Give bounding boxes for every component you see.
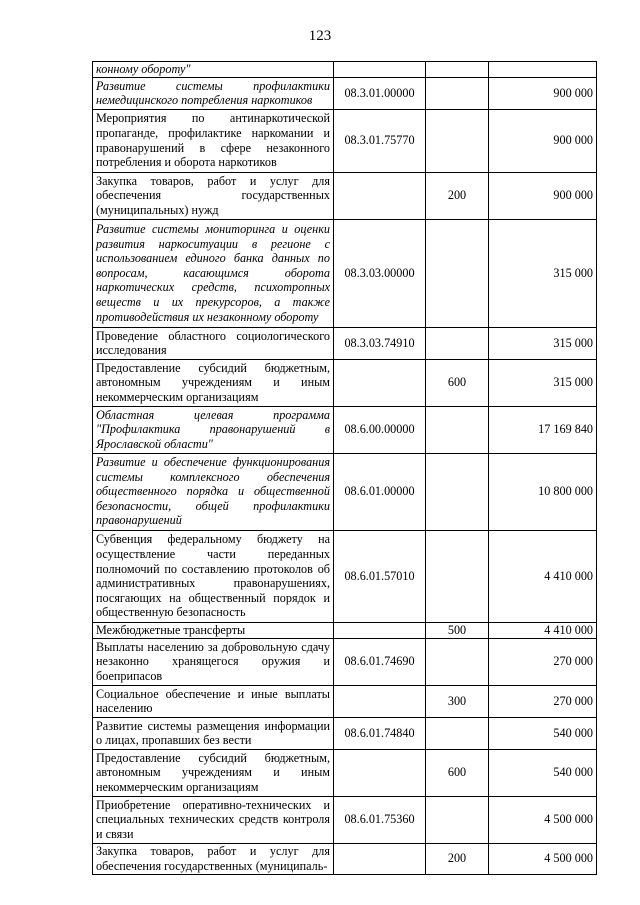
row-expense-type-cell xyxy=(426,219,489,327)
row-code-cell xyxy=(334,172,426,219)
page-number: 123 xyxy=(308,28,332,44)
row-expense-type-cell xyxy=(426,453,489,530)
table-row xyxy=(93,172,597,219)
row-name-cell: Социальное обеспечение и иные выплаты населению xyxy=(93,685,334,717)
table-row xyxy=(93,749,597,796)
row-amount-cell: 270 000 xyxy=(489,638,597,685)
row-name-cell: Закупка товаров, работ и услуг для обеспечения государственных (муниципальных) нужд xyxy=(93,172,334,219)
row-amount-cell: 315 000 xyxy=(489,219,597,327)
table-row xyxy=(93,530,597,622)
row-amount-cell xyxy=(489,62,597,78)
row-expense-type-cell xyxy=(426,77,489,109)
row-amount-cell: 10 800 000 xyxy=(489,453,597,530)
row-code-cell: 08.3.03.74910 xyxy=(334,327,426,359)
table-row xyxy=(93,717,597,749)
row-name-cell: Развитие системы мониторинга и оценки развития наркоситуации в регионе с использованием единого банка данных по вопросам, касающимся оборота наркотических средств, психотропных веществ и их прекурсоров, а также противодействия их незаконному обороту xyxy=(93,219,334,327)
row-name-cell: Развитие системы размещения информации о лицах, пропавших без вести xyxy=(93,717,334,749)
row-expense-type-cell xyxy=(426,796,489,843)
row-expense-type-cell xyxy=(426,406,489,453)
row-name-cell: Закупка товаров, работ и услуг для обеспечения государственных (муниципаль- xyxy=(93,843,334,874)
row-expense-type-cell: 600 xyxy=(426,749,489,796)
row-name-cell: Предоставление субсидий бюджетным, автономным учреждениям и иным некоммерческим организациям xyxy=(93,749,334,796)
row-amount-cell: 4 410 000 xyxy=(489,622,597,638)
row-amount-cell: 900 000 xyxy=(489,172,597,219)
table-row xyxy=(93,796,597,843)
row-amount-cell: 270 000 xyxy=(489,685,597,717)
row-expense-type-cell: 200 xyxy=(426,843,489,874)
row-name-cell: Областная целевая программа "Профилактика правонарушений в Ярославской области" xyxy=(93,406,334,453)
row-code-cell: 08.6.00.00000 xyxy=(334,406,426,453)
row-amount-cell: 4 500 000 xyxy=(489,843,597,874)
row-amount-cell: 4 410 000 xyxy=(489,530,597,622)
row-name-cell: Проведение областного социологического исследования xyxy=(93,327,334,359)
row-name-cell: Развитие системы профилактики немедицинского потребления наркотиков xyxy=(93,77,334,109)
table-row xyxy=(93,359,597,406)
row-amount-cell: 315 000 xyxy=(489,359,597,406)
row-code-cell: 08.3.01.75770 xyxy=(334,109,426,172)
row-name-cell: Субвенция федеральному бюджету на осуществление части переданных полномочий по составлению протоколов об административных правонарушениях, посягающих на общественный порядок и общественную безопасность xyxy=(93,530,334,622)
row-amount-cell: 900 000 xyxy=(489,109,597,172)
row-code-cell xyxy=(334,62,426,78)
row-expense-type-cell: 500 xyxy=(426,622,489,638)
table-row xyxy=(93,219,597,327)
row-amount-cell: 4 500 000 xyxy=(489,796,597,843)
table-row xyxy=(93,62,597,78)
row-name-cell: Приобретение оперативно-технических и специальных технических средств контроля и связи xyxy=(93,796,334,843)
table-row xyxy=(93,453,597,530)
row-expense-type-cell xyxy=(426,530,489,622)
table-row xyxy=(93,622,597,638)
table-row xyxy=(93,843,597,874)
row-code-cell: 08.6.01.74690 xyxy=(334,638,426,685)
row-expense-type-cell xyxy=(426,109,489,172)
row-code-cell xyxy=(334,359,426,406)
row-amount-cell: 17 169 840 xyxy=(489,406,597,453)
budget-table xyxy=(92,61,597,875)
row-name-cell: конному обороту" xyxy=(93,62,334,78)
table-row xyxy=(93,638,597,685)
row-code-cell xyxy=(334,685,426,717)
table-row xyxy=(93,685,597,717)
row-code-cell xyxy=(334,749,426,796)
row-expense-type-cell xyxy=(426,327,489,359)
row-expense-type-cell: 200 xyxy=(426,172,489,219)
row-code-cell: 08.6.01.75360 xyxy=(334,796,426,843)
row-name-cell: Предоставление субсидий бюджетным, автономным учреждениям и иным некоммерческим организациям xyxy=(93,359,334,406)
row-expense-type-cell xyxy=(426,62,489,78)
row-name-cell: Мероприятия по антинаркотической пропаганде, профилактике наркомании и правонарушений в сфере незаконного потребления и оборота наркотиков xyxy=(93,109,334,172)
row-amount-cell: 540 000 xyxy=(489,749,597,796)
table-row xyxy=(93,109,597,172)
row-amount-cell: 540 000 xyxy=(489,717,597,749)
row-expense-type-cell xyxy=(426,638,489,685)
row-name-cell: Развитие и обеспечение функционирования системы комплексного обеспечения общественного порядка и общественной безопасности, общей профилактики правонарушений xyxy=(93,453,334,530)
table-row xyxy=(93,406,597,453)
row-code-cell: 08.6.01.00000 xyxy=(334,453,426,530)
row-expense-type-cell xyxy=(426,717,489,749)
row-code-cell xyxy=(334,843,426,874)
row-amount-cell: 900 000 xyxy=(489,77,597,109)
row-code-cell xyxy=(334,622,426,638)
row-code-cell: 08.3.01.00000 xyxy=(334,77,426,109)
row-amount-cell: 315 000 xyxy=(489,327,597,359)
row-name-cell: Выплаты населению за добровольную сдачу незаконно хранящегося оружия и боеприпасов xyxy=(93,638,334,685)
row-expense-type-cell: 600 xyxy=(426,359,489,406)
row-name-cell: Межбюджетные трансферты xyxy=(93,622,334,638)
row-code-cell: 08.6.01.74840 xyxy=(334,717,426,749)
row-code-cell: 08.6.01.57010 xyxy=(334,530,426,622)
table-row xyxy=(93,327,597,359)
budget-table-body xyxy=(93,62,597,875)
table-row xyxy=(93,77,597,109)
row-code-cell: 08.3.03.00000 xyxy=(334,219,426,327)
row-expense-type-cell: 300 xyxy=(426,685,489,717)
